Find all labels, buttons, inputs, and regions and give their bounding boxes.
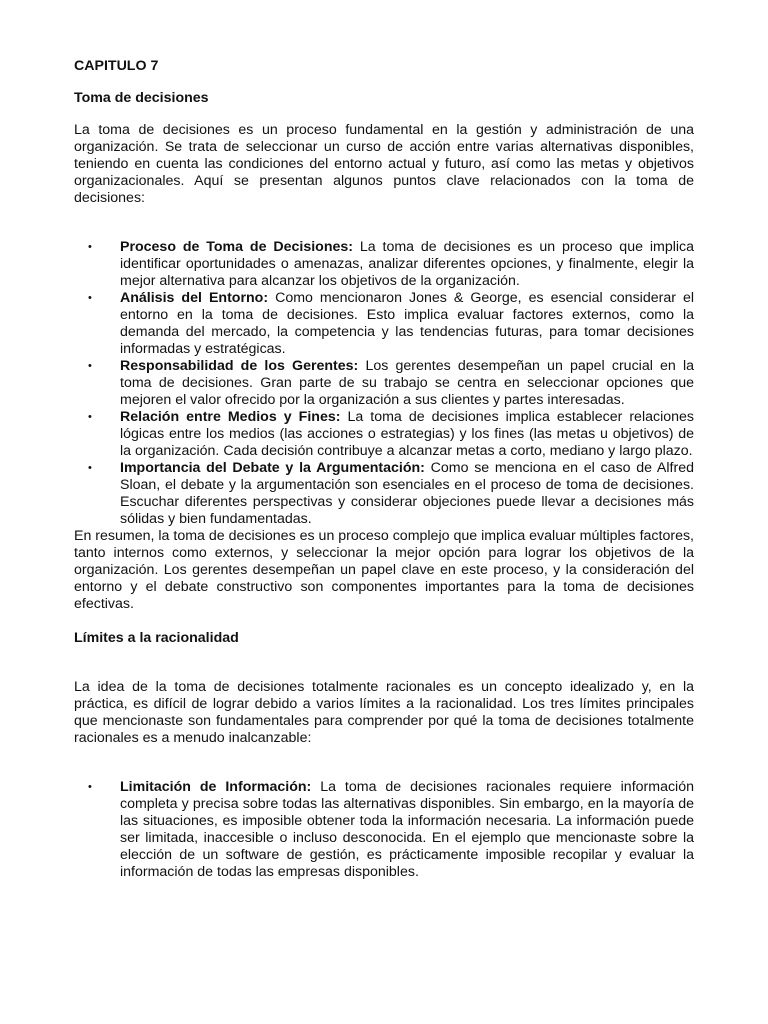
bullet-text: Como mencionaron Jones & George, es esencial considerar el entorno en la toma de decisiones. Esto implica evaluar factores externos, como la demanda del mercado, la competencia y las tendencias futuras, para tomar decisiones informadas y estratégicas. [120,290,694,357]
section1-summary-paragraph: En resumen, la toma de decisiones es un proceso complejo que implica evaluar múltiples factores, tanto internos como externos, y seleccionar la mejor opción para lograr los objetivos de la organización. Los gerentes desempeñan un papel clave en este proceso, y la consideración del entorno y el debate constructivo son componentes importantes para la toma de decisiones efectivas. [74,528,694,612]
section2-intro-paragraph: La idea de la toma de decisiones totalmente racionales es un concepto idealizado y, en la práctica, es difícil de lograr debido a varios límites a la racionalidad. Los tres límites principales que mencionaste son fundamentales para comprender por qué la toma de decisiones totalmente racionales es a menudo inalcanzable: [74,679,694,746]
bullet-term: Responsabilidad de los Gerentes: [120,358,359,374]
bullet-icon: • [88,292,92,304]
bullet-term: Limitación de Información: [120,779,312,795]
section-title-limites-racionalidad: Límites a la racionalidad [74,630,239,646]
section-title-toma-de-decisiones: Toma de decisiones [74,90,209,106]
bullet-term: Proceso de Toma de Decisiones: [120,239,353,255]
bullet-term: Relación entre Medios y Fines: [120,409,341,425]
list-item [74,779,694,881]
section1-bullet-list [74,239,694,528]
list-item [74,239,694,290]
list-item [74,409,694,460]
bullet-icon: • [88,241,92,253]
chapter-title: CAPITULO 7 [74,58,159,74]
bullet-text: La toma de decisiones implica establecer relaciones lógicas entre los medios (las acciones o estrategias) y los fines (las metas u objetivos) de la organización. Cada decisión contribuye a alcanzar metas a corto, mediano y largo plazo. [120,409,694,459]
document-page [74,58,694,881]
bullet-text: La toma de decisiones es un proceso que implica identificar oportunidades o amenazas, analizar diferentes opciones, y finalmente, elegir la mejor alternativa para alcanzar los objetivos de la organización. [120,239,694,289]
bullet-text: Como se menciona en el caso de Alfred Sloan, el debate y la argumentación son esenciales en el proceso de toma de decisiones. Escuchar diferentes perspectivas y considerar objeciones puede llevar a decisiones más sólidas y bien fundamentadas. [120,460,694,527]
bullet-term: Importancia del Debate y la Argumentación: [120,460,425,476]
bullet-icon: • [88,462,92,474]
section2-bullet-list [74,779,694,881]
bullet-icon: • [88,781,92,793]
list-item [74,290,694,358]
bullet-icon: • [88,411,92,423]
bullet-term: Análisis del Entorno: [120,290,269,306]
list-item [74,460,694,528]
list-item [74,358,694,409]
bullet-text: La toma de decisiones racionales requiere información completa y precisa sobre todas las alternativas disponibles. Sin embargo, en la mayoría de las situaciones, es imposible obtener toda la información necesaria. La información puede ser limitada, inaccesible o incluso desconocida. En el ejemplo que mencionaste sobre la elección de un software de gestión, es prácticamente imposible recopilar y evaluar la información de todas las empresas disponibles. [120,779,694,880]
bullet-icon: • [88,360,92,372]
bullet-text: Los gerentes desempeñan un papel crucial en la toma de decisiones. Gran parte de su trabajo se centra en seleccionar opciones que mejoren el valor ofrecido por la organización a sus clientes y partes interesadas. [120,358,694,408]
section1-intro-paragraph: La toma de decisiones es un proceso fundamental en la gestión y administración de una organización. Se trata de seleccionar un curso de acción entre varias alternativas disponibles, teniendo en cuenta las condiciones del entorno actual y futuro, así como las metas y objetivos organizacionales. Aquí se presentan algunos puntos clave relacionados con la toma de decisiones: [74,122,694,206]
